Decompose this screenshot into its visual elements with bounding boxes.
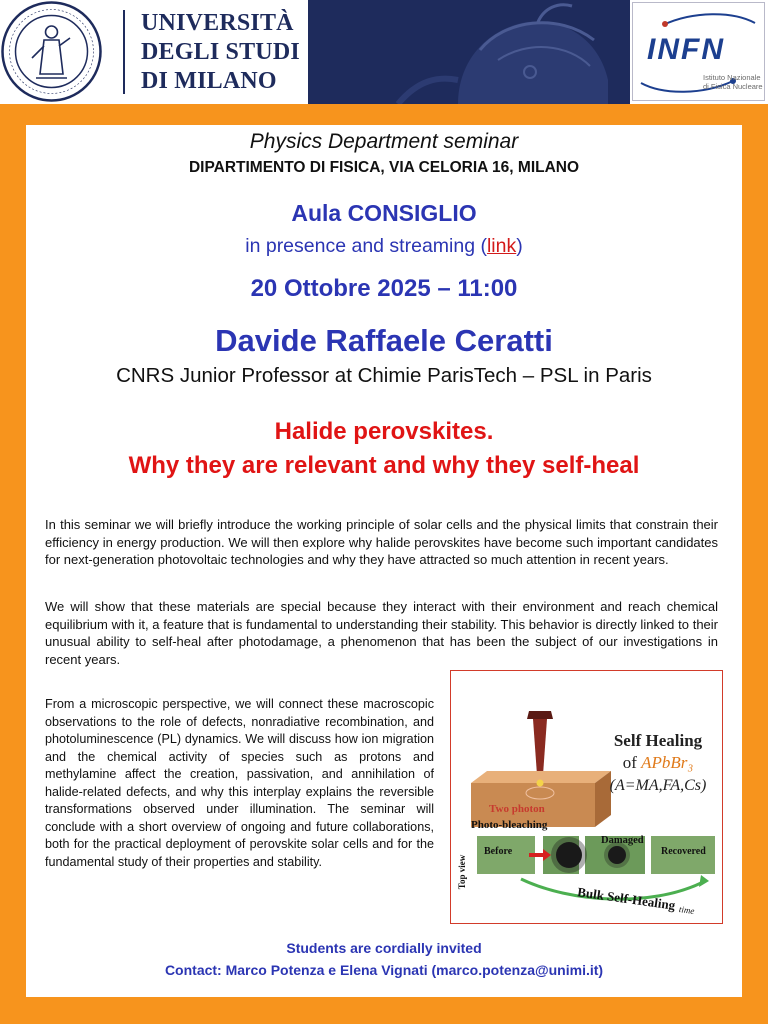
university-name-line: UNIVERSITÀ — [141, 10, 294, 36]
university-name — [141, 9, 311, 96]
talk-title-line1: Halide perovskites. — [274, 418, 494, 445]
presence-line — [26, 235, 742, 258]
talk-title-line2: Why they are relevant and why they self-heal — [128, 452, 640, 479]
presence-suffix: ) — [516, 235, 523, 257]
figure-label-two-photon: Two photon — [489, 803, 545, 815]
abstract-paragraph: We will show that these materials are special because they interact with their environment and reach chemical equilibrium with it, a feature that is fundamental to understanding their stability. This behavior is directly linked to their unusual ability to self-heal after photodamage, a phenomenon that has been the subject of our investigations in recent years. — [45, 599, 718, 667]
figure-compound: APbBr₃ — [641, 753, 694, 772]
infn-logo — [632, 2, 765, 101]
unimi-seal-logo — [0, 0, 103, 103]
figure-label-damaged: Damaged — [601, 835, 644, 846]
figure-subtitle — [595, 753, 721, 773]
venue-address: DIPARTIMENTO DI FISICA, VIA CELORIA 16, MILANO — [188, 159, 580, 176]
talk-title — [26, 415, 742, 483]
seminar-type: Physics Department seminar — [249, 130, 519, 153]
infn-subtitle: Istituto Nazionale di Fisica Nucleare — [703, 73, 763, 91]
minerva-helmet-icon — [308, 0, 630, 104]
figure-label-recovered: Recovered — [661, 846, 706, 857]
streaming-link[interactable]: link — [486, 235, 517, 257]
figure-label-time: time — [678, 903, 696, 917]
figure-label-bulk-self-healing: Bulk Self-Healing — [576, 884, 677, 913]
abstract-paragraph: In this seminar we will briefly introduce the working principle of solar cells and the physical limits that constrain their efficiency in energy production. We will then explore why halide perovskites have become such important candidates for next-generation photovoltaic technologies and why they have attracted so much attention in recent years. — [45, 517, 718, 567]
speaker-affiliation: CNRS Junior Professor at Chimie ParisTech – PSL in Paris — [116, 364, 652, 387]
unimi-seal-icon — [0, 0, 103, 103]
figure-cations: (A=MA,FA,Cs) — [609, 777, 707, 794]
presence-prefix: in presence and streaming ( — [245, 235, 487, 257]
self-healing-figure — [450, 670, 723, 924]
header-divider — [123, 10, 125, 94]
invitation-note: Students are cordially invited — [286, 940, 482, 956]
poster-body — [26, 125, 742, 997]
event-datetime: 20 Ottobre 2025 – 11:00 — [250, 275, 518, 302]
university-name-line: DI MILANO — [141, 68, 277, 94]
figure-label-top-view: Top view — [457, 854, 468, 890]
speaker-name: Davide Raffaele Ceratti — [215, 323, 553, 358]
contact-line: Contact: Marco Potenza e Elena Vignati (marco.potenza@unimi.it) — [164, 962, 604, 978]
university-name-line: DEGLI STUDI — [141, 39, 300, 65]
room-name: Aula CONSIGLIO — [291, 200, 477, 226]
figure-title: Self Healing — [613, 731, 703, 750]
figure-label-before: Before — [484, 846, 513, 857]
minerva-banner — [308, 0, 630, 104]
figure-subtitle-prefix: of — [622, 753, 642, 772]
abstract-paragraph: From a microscopic perspective, we will connect these macroscopic observations to the role of defects, nonradiative recombination, and photoluminescence (PL) dynamics. We will discuss how ion migration and the chemical activity of species such as protons and methylamine affect the creation, passivation, and annihilation of halide-related defects, and why this interplay explains the reversible transformations observed under illumination. The seminar will conclude with a short overview of ongoing and future collaborations, both for the practical deployment of perovskite solar cells and for the fundamental study of their properties and stability. — [45, 697, 434, 869]
infn-wordmark: INFN — [647, 33, 725, 66]
figure-label-photobleaching: Photo-bleaching — [471, 819, 548, 831]
poster-header — [0, 0, 768, 104]
